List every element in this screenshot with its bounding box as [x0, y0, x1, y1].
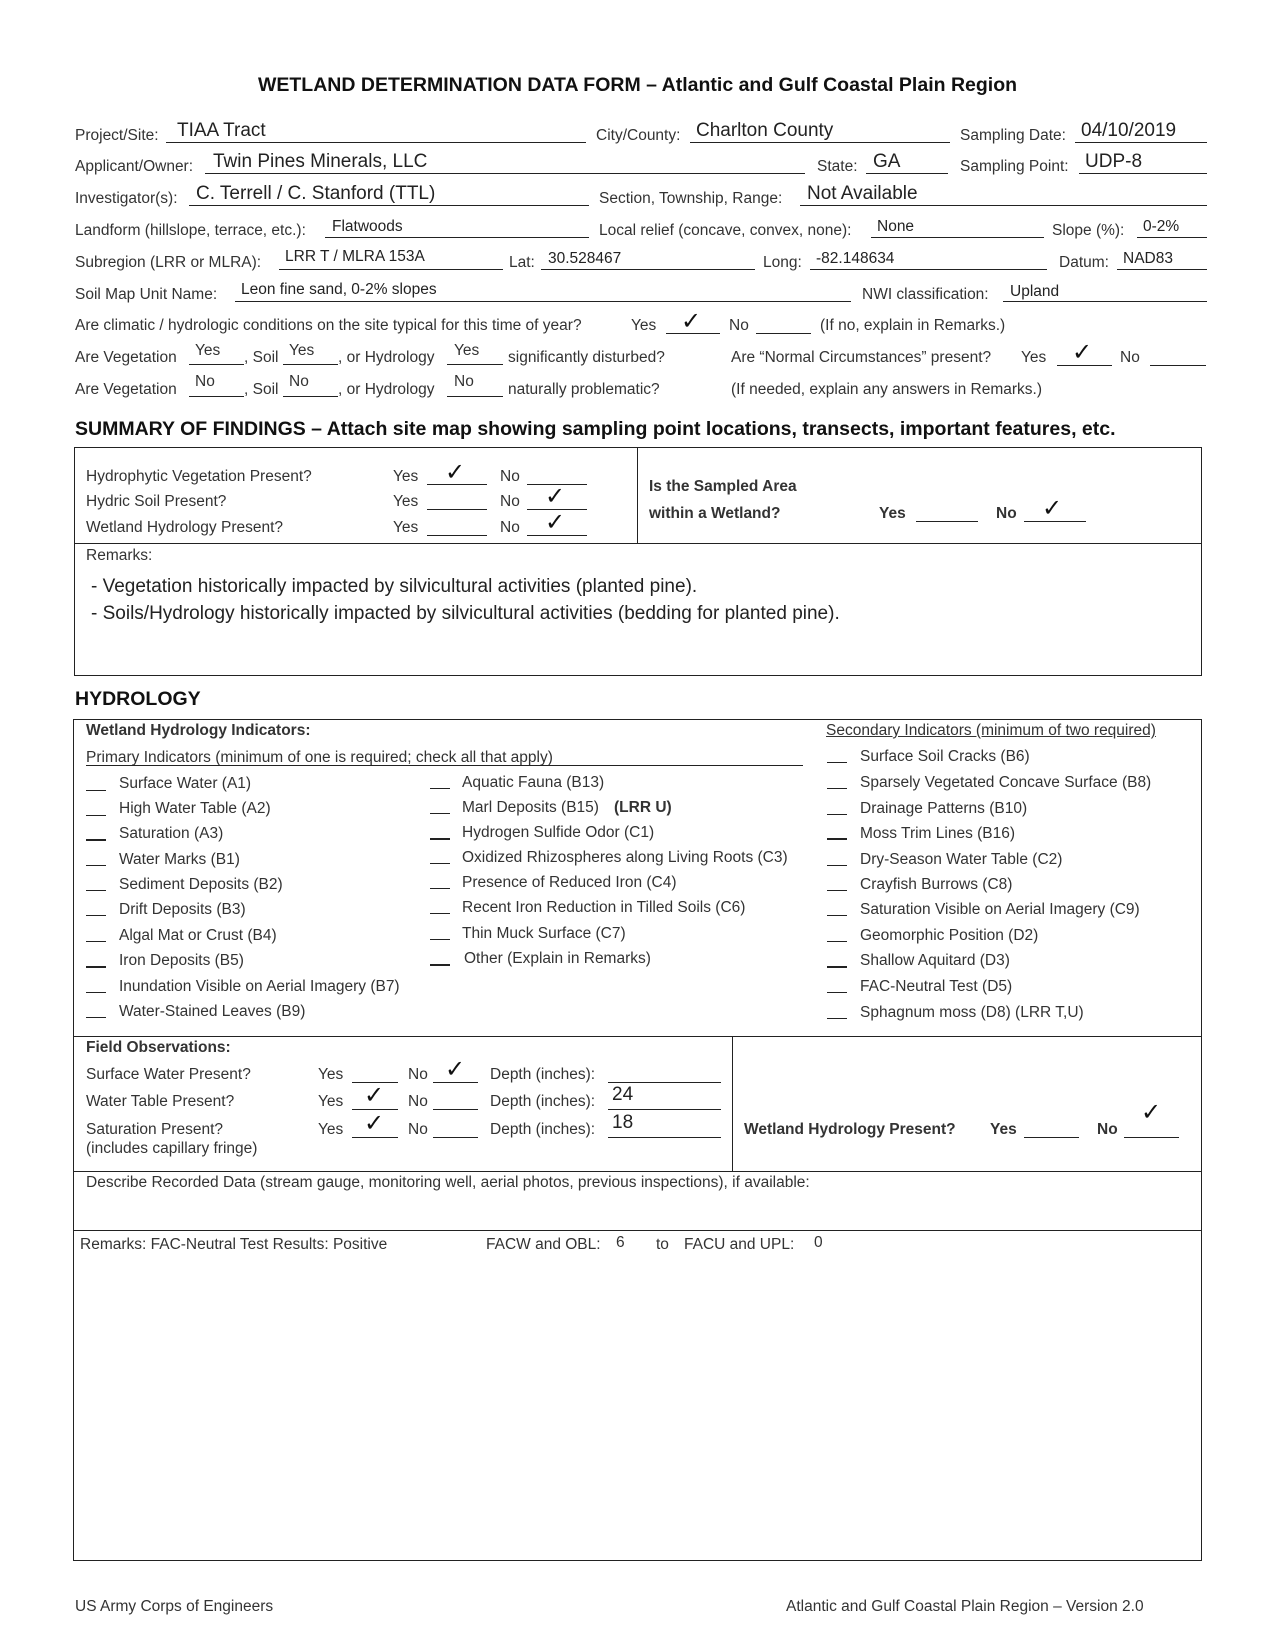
saturation-depth-value[interactable]: 18: [612, 1112, 634, 1133]
facu-value[interactable]: 0: [814, 1234, 823, 1251]
disturbed-text: significantly disturbed?: [508, 349, 665, 366]
long-value[interactable]: -82.148634: [816, 250, 895, 267]
surface-water-question: Surface Water Present?: [86, 1066, 251, 1083]
project-line: [166, 142, 586, 143]
long-label: Long:: [763, 254, 802, 271]
summary-divider: [637, 447, 638, 544]
summary-remark-2: - Soils/Hydrology historically impacted by silvicultural activities (bedding for planted pine).: [91, 603, 840, 624]
saturation-depth-label: Depth (inches):: [490, 1121, 596, 1138]
point-line: [1079, 173, 1207, 174]
b16-checkbox[interactable]: [827, 838, 847, 840]
wetland-hydro-yes-line[interactable]: [1024, 1137, 1079, 1138]
b3-label: Drift Deposits (B3): [119, 901, 246, 918]
climatic-no-line[interactable]: [756, 333, 811, 334]
normal-question: Are “Normal Circumstances” present?: [731, 349, 992, 366]
b6-checkbox[interactable]: [827, 762, 847, 763]
normal-no-label: No: [1120, 349, 1140, 366]
d2-checkbox[interactable]: [827, 941, 847, 942]
table-no-label: No: [408, 1093, 428, 1110]
recorded-divider: [73, 1171, 1202, 1172]
sampled-no-check: ✓: [1042, 494, 1063, 522]
landform-label: Landform (hillslope, terrace, etc.):: [75, 222, 306, 239]
remarks-divider: [73, 1230, 1202, 1231]
a2-checkbox[interactable]: [86, 815, 106, 816]
problematic-veg-line: [189, 396, 244, 397]
problematic-text: naturally problematic?: [508, 381, 660, 398]
c2-checkbox[interactable]: [827, 865, 847, 866]
b5-label: Iron Deposits (B5): [119, 952, 244, 969]
sampled-area-line1: Is the Sampled Area: [649, 478, 797, 495]
sampled-yes-label: Yes: [879, 505, 906, 522]
b7-label: Inundation Visible on Aerial Imagery (B7): [119, 978, 400, 995]
hydrology-no-check: ✓: [545, 508, 566, 536]
d8-label: Sphagnum moss (D8) (LRR T,U): [860, 1004, 1084, 1021]
problematic-hydro-value[interactable]: No: [454, 373, 474, 390]
b9-label: Water-Stained Leaves (B9): [119, 1003, 306, 1020]
b1-label: Water Marks (B1): [119, 851, 240, 868]
b15-suffix: (LRR U): [614, 799, 672, 816]
problematic-soil-value[interactable]: No: [289, 373, 309, 390]
soil-value[interactable]: Leon fine sand, 0-2% slopes: [241, 281, 437, 298]
table-depth-label: Depth (inches):: [490, 1093, 596, 1110]
summary-heading: SUMMARY OF FINDINGS – Attach site map showing sampling point locations, transects, important features, etc.: [75, 418, 1116, 440]
b2-checkbox[interactable]: [86, 890, 106, 891]
b4-label: Algal Mat or Crust (B4): [119, 927, 277, 944]
long-line: [810, 269, 1047, 270]
surface-no-label: No: [408, 1066, 428, 1083]
c7-label: Thin Muck Surface (C7): [462, 925, 626, 942]
hydric-question: Hydric Soil Present?: [86, 493, 227, 510]
hydrology-heading: HYDROLOGY: [75, 688, 201, 710]
subregion-value[interactable]: LRR T / MLRA 153A: [285, 248, 425, 265]
a1-checkbox[interactable]: [86, 790, 106, 791]
hydrology-yes-label: Yes: [393, 519, 419, 536]
wetland-hydro-no-line[interactable]: [1124, 1137, 1179, 1138]
saturation-no-line[interactable]: [433, 1137, 478, 1138]
normal-yes-label: Yes: [1021, 349, 1047, 366]
nwi-label: NWI classification:: [862, 286, 989, 303]
disturbed-hydro-line: [447, 364, 503, 365]
disturbed-veg-line: [189, 364, 244, 365]
normal-no-line[interactable]: [1150, 365, 1206, 366]
b16-label: Moss Trim Lines (B16): [860, 825, 1016, 842]
lat-line: [541, 269, 755, 270]
date-line: [1075, 142, 1207, 143]
slope-label: Slope (%):: [1052, 222, 1125, 239]
c1-label: Hydrogen Sulfide Odor (C1): [462, 824, 655, 841]
summary-remark-1: - Vegetation historically impacted by silvicultural activities (planted pine).: [91, 576, 698, 597]
climatic-yes-label: Yes: [631, 317, 657, 334]
slope-value[interactable]: 0-2%: [1143, 218, 1180, 235]
saturation-yes-check: ✓: [364, 1109, 385, 1137]
table-depth-line: [608, 1109, 721, 1110]
c8-label: Crayfish Burrows (C8): [860, 876, 1013, 893]
sampled-yes-line[interactable]: [916, 521, 978, 522]
c9-checkbox[interactable]: [827, 915, 847, 916]
saturation-yes-line[interactable]: [352, 1137, 398, 1138]
c6-checkbox[interactable]: [430, 913, 450, 914]
problematic-soil-label: , Soil: [244, 381, 279, 398]
climatic-note: (If no, explain in Remarks.): [820, 317, 1006, 334]
problematic-veg-label: Are Vegetation: [75, 381, 177, 398]
wetland-hydro-no-check: ✓: [1141, 1098, 1162, 1126]
table-yes-label: Yes: [318, 1093, 344, 1110]
a3-label: Saturation (A3): [119, 825, 224, 842]
b10-checkbox[interactable]: [827, 814, 847, 815]
b13-checkbox[interactable]: [430, 788, 450, 789]
b15-label: Marl Deposits (B15): [462, 799, 599, 816]
applicant-line: [205, 173, 805, 174]
facw-label: FACW and OBL:: [486, 1236, 601, 1253]
surface-depth-label: Depth (inches):: [490, 1066, 596, 1083]
investigator-value[interactable]: C. Terrell / C. Stanford (TTL): [196, 183, 436, 204]
sampled-area-line2: within a Wetland?: [649, 505, 781, 522]
lat-label: Lat:: [509, 254, 535, 271]
c3-checkbox[interactable]: [430, 863, 450, 864]
hydric-no-label: No: [500, 493, 520, 510]
datum-value[interactable]: NAD83: [1123, 250, 1173, 267]
d5-label: FAC-Neutral Test (D5): [860, 978, 1013, 995]
d2-label: Geomorphic Position (D2): [860, 927, 1039, 944]
form-title: WETLAND DETERMINATION DATA FORM – Atlantic and Gulf Coastal Plain Region: [257, 74, 1018, 96]
facu-label: FACU and UPL:: [684, 1236, 795, 1253]
hydrology-yes-line[interactable]: [427, 535, 487, 536]
section-label: Section, Township, Range:: [599, 190, 783, 207]
hydrology-question: Wetland Hydrology Present?: [86, 519, 284, 536]
normal-yes-check: ✓: [1072, 338, 1093, 366]
footer-left: US Army Corps of Engineers: [75, 1598, 274, 1615]
sampled-no-label: No: [996, 505, 1017, 522]
disturbed-soil-label: , Soil: [244, 349, 279, 366]
hydric-yes-line[interactable]: [427, 509, 487, 510]
soil-label: Soil Map Unit Name:: [75, 286, 218, 303]
point-label: Sampling Point:: [960, 158, 1069, 175]
b7-checkbox[interactable]: [86, 992, 106, 993]
a2-label: High Water Table (A2): [119, 800, 271, 817]
hydrology-no-label: No: [500, 519, 520, 536]
b3-checkbox[interactable]: [86, 915, 106, 916]
saturation-no-label: No: [408, 1121, 428, 1138]
state-line: [866, 173, 948, 174]
c4-label: Presence of Reduced Iron (C4): [462, 874, 677, 891]
disturbed-soil-line: [283, 364, 338, 365]
date-label: Sampling Date:: [960, 127, 1066, 144]
surface-no-check: ✓: [445, 1055, 466, 1083]
b10-label: Drainage Patterns (B10): [860, 800, 1028, 817]
city-line: [690, 142, 950, 143]
b5-checkbox[interactable]: [86, 966, 106, 968]
nwi-line: [1003, 301, 1207, 302]
other-checkbox[interactable]: [430, 964, 450, 966]
state-label: State:: [817, 158, 858, 175]
relief-value[interactable]: None: [877, 218, 915, 235]
d5-checkbox[interactable]: [827, 992, 847, 993]
a3-checkbox[interactable]: [86, 839, 106, 841]
table-depth-value[interactable]: 24: [612, 1084, 634, 1105]
subregion-label: Subregion (LRR or MLRA):: [75, 254, 262, 271]
city-label: City/County:: [596, 127, 681, 144]
nwi-value[interactable]: Upland: [1010, 283, 1060, 300]
hydrology-remarks-prefix: Remarks: FAC-Neutral Test Results: Positive: [80, 1236, 388, 1253]
applicant-value[interactable]: Twin Pines Minerals, LLC: [213, 151, 428, 172]
c4-checkbox[interactable]: [430, 888, 450, 889]
soil-line: [235, 301, 851, 302]
c7-checkbox[interactable]: [430, 939, 450, 940]
d3-label: Shallow Aquitard (D3): [860, 952, 1010, 969]
climatic-yes-check: ✓: [681, 307, 702, 335]
needed-note: (If needed, explain any answers in Remarks.): [731, 381, 1043, 398]
capillary-fringe-note: (includes capillary fringe): [86, 1140, 258, 1157]
project-value[interactable]: TIAA Tract: [177, 120, 266, 141]
b1-checkbox[interactable]: [86, 865, 106, 866]
primary-indicators-label: Primary Indicators (minimum of one is required; check all that apply): [86, 749, 553, 766]
footer-right: Atlantic and Gulf Coastal Plain Region – Version 2.0: [786, 1598, 1144, 1615]
field-obs-vertical-divider: [732, 1036, 733, 1172]
hydric-yes-label: Yes: [393, 493, 419, 510]
hydric-no-check: ✓: [545, 482, 566, 510]
table-yes-check: ✓: [364, 1081, 385, 1109]
d8-checkbox[interactable]: [827, 1018, 847, 1019]
b2-label: Sediment Deposits (B2): [119, 876, 283, 893]
b15-checkbox[interactable]: [430, 813, 450, 814]
slope-line: [1137, 237, 1207, 238]
landform-line: [325, 237, 589, 238]
lat-value[interactable]: 30.528467: [548, 250, 622, 267]
field-obs-label: Field Observations:: [86, 1039, 231, 1056]
wetland-hydro-no-label: No: [1097, 1121, 1118, 1138]
hydrophytic-yes-check: ✓: [445, 458, 466, 486]
c1-checkbox[interactable]: [430, 838, 450, 840]
a1-label: Surface Water (A1): [119, 775, 252, 792]
b8-checkbox[interactable]: [827, 788, 847, 789]
c8-checkbox[interactable]: [827, 890, 847, 891]
hydrophytic-question: Hydrophytic Vegetation Present?: [86, 468, 312, 485]
c9-label: Saturation Visible on Aerial Imagery (C9): [860, 901, 1140, 918]
date-value[interactable]: 04/10/2019: [1081, 120, 1177, 141]
summary-remarks-divider: [74, 543, 1202, 544]
saturation-yes-label: Yes: [318, 1121, 344, 1138]
disturbed-veg-value[interactable]: Yes: [195, 342, 221, 359]
primary-indicators-underline: [86, 765, 803, 766]
hydrophytic-yes-label: Yes: [393, 468, 419, 485]
disturbed-soil-value[interactable]: Yes: [289, 342, 315, 359]
field-obs-divider: [73, 1036, 1202, 1037]
climatic-no-label: No: [729, 317, 749, 334]
disturbed-hydro-label: , or Hydrology: [338, 349, 435, 366]
indicators-label: Wetland Hydrology Indicators:: [86, 722, 311, 739]
disturbed-hydro-value[interactable]: Yes: [454, 342, 480, 359]
project-label: Project/Site:: [75, 127, 159, 144]
city-value[interactable]: Charlton County: [696, 120, 834, 141]
section-line: [800, 205, 1207, 206]
investigator-line: [189, 205, 589, 206]
state-value[interactable]: GA: [873, 151, 901, 172]
relief-label: Local relief (concave, convex, none):: [599, 222, 852, 239]
facw-value[interactable]: 6: [616, 1234, 625, 1251]
hydrophytic-no-label: No: [500, 468, 520, 485]
datum-label: Datum:: [1059, 254, 1109, 271]
problematic-soil-line: [283, 396, 338, 397]
landform-value[interactable]: Flatwoods: [332, 218, 403, 235]
to-word: to: [656, 1236, 669, 1253]
b6-label: Surface Soil Cracks (B6): [860, 748, 1030, 765]
section-value[interactable]: Not Available: [807, 183, 918, 204]
problematic-hydro-label: , or Hydrology: [338, 381, 435, 398]
saturation-question: Saturation Present?: [86, 1121, 224, 1138]
b8-label: Sparsely Vegetated Concave Surface (B8): [860, 774, 1152, 791]
investigator-label: Investigator(s):: [75, 190, 178, 207]
point-value[interactable]: UDP-8: [1085, 151, 1143, 172]
summary-remarks-label: Remarks:: [86, 547, 153, 564]
applicant-label: Applicant/Owner:: [75, 158, 194, 175]
problematic-veg-value[interactable]: No: [195, 373, 215, 390]
climatic-question: Are climatic / hydrologic conditions on the site typical for this time of year?: [75, 317, 582, 334]
c2-label: Dry-Season Water Table (C2): [860, 851, 1063, 868]
d3-checkbox[interactable]: [827, 966, 847, 968]
table-no-line[interactable]: [433, 1109, 478, 1110]
b9-checkbox[interactable]: [86, 1017, 106, 1018]
secondary-indicators-label: Secondary Indicators (minimum of two required): [826, 722, 1156, 739]
problematic-hydro-line: [447, 396, 503, 397]
c6-label: Recent Iron Reduction in Tilled Soils (C6): [462, 899, 746, 916]
c3-label: Oxidized Rhizospheres along Living Roots (C3): [462, 849, 788, 866]
disturbed-veg-label: Are Vegetation: [75, 349, 177, 366]
water-table-question: Water Table Present?: [86, 1093, 235, 1110]
wetland-hydro-yes-label: Yes: [990, 1121, 1017, 1138]
other-label: Other (Explain in Remarks): [464, 950, 651, 967]
surface-depth-line[interactable]: [608, 1082, 721, 1083]
b4-checkbox[interactable]: [86, 941, 106, 942]
relief-line: [871, 237, 1044, 238]
surface-yes-label: Yes: [318, 1066, 344, 1083]
b13-label: Aquatic Fauna (B13): [462, 774, 605, 791]
wetland-hydrology-question: Wetland Hydrology Present?: [744, 1121, 956, 1138]
saturation-depth-line: [608, 1137, 721, 1138]
recorded-data-label: Describe Recorded Data (stream gauge, monitoring well, aerial photos, previous inspections), if available:: [86, 1174, 810, 1191]
datum-line: [1117, 269, 1207, 270]
subregion-line: [279, 269, 503, 270]
